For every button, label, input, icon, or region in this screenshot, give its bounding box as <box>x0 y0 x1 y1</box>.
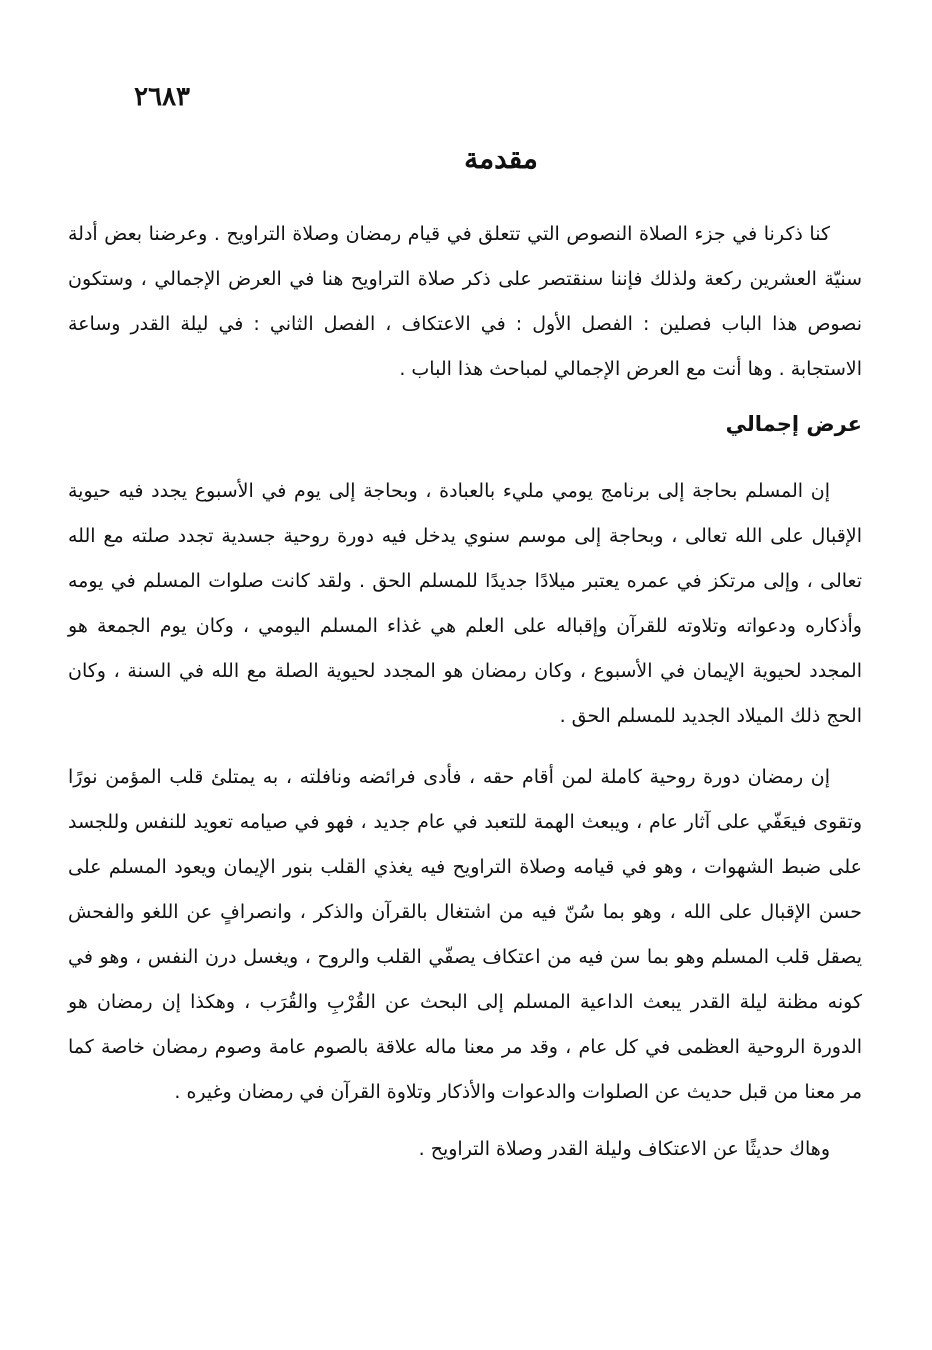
section-heading: عرض إجمالي <box>725 412 862 436</box>
closing-paragraph: وهاك حديثًا عن الاعتكاف وليلة القدر وصلاة التراويح . <box>418 1138 830 1160</box>
page-title: مقدمة <box>464 142 538 175</box>
page-number: ٢٦٨٣ <box>134 82 190 112</box>
intro-paragraph: كنا ذكرنا في جزء الصلاة النصوص التي تتعلق في قيام رمضان وصلاة التراويح . وعرضنا بعض أدلة سنيّة العشرين ركعة ولذلك فإننا سنقتصر على ذكر صلاة التراويح هنا في العرض الإجمالي ، وستكون نصوص هذا الباب فصلين : الفصل الأول : في الاعتكاف ، الفصل الثاني : في ليلة القدر وساعة الاستجابة . وها أنت مع العرض الإجمالي لمباحث هذا الباب . <box>68 223 862 380</box>
page-content <box>68 212 862 1172</box>
body-paragraph: إن المسلم بحاجة إلى برنامج يومي مليء بالعبادة ، وبحاجة إلى يوم في الأسبوع يجدد فيه حيوية الإقبال على الله تعالى ، وبحاجة إلى موسم سنوي يدخل فيه دورة روحية جسدية تجدد صلته مع الله تعالى ، وإلى مرتكز في عمره يعتبر ميلادًا جديدًا للمسلم الحق . ولقد كانت صلوات المسلم في يومه وأذكاره ودعواته وتلاوته للقرآن وإقباله على العلم هي غذاء المسلم اليومي ، وكان يوم الجمعة هو المجدد لحيوية الإيمان في الأسبوع ، وكان رمضان هو المجدد لحيوية الصلة مع الله في السنة ، وكان الحج ذلك الميلاد الجديد للمسلم الحق . <box>68 480 862 727</box>
body-paragraph: إن رمضان دورة روحية كاملة لمن أقام حقه ، فأدى فرائضه ونافلته ، به يمتلئ قلب المؤمن نورًا وتقوى فيعَفّي على آثار عام ، ويبعث الهمة للتعبد في عام جديد ، فهو في صيامه تعويد للنفس وللجسد على ضبط الشهوات ، وهو في قيامه وصلاة التراويح فيه يغذي القلب بنور الإيمان ويعود المسلم على حسن الإقبال على الله ، وهو بما سُنّ فيه من اشتغال بالقرآن والذكر ، وانصرافٍ عن اللغو والفحش يصقل قلب المسلم وهو بما سن فيه من اعتكاف يصفّي القلب والروح ، ويغسل درن النفس ، وهو في كونه مظنة ليلة القدر يبعث الداعية المسلم إلى البحث عن القُرْبِ والقُرَب ، وهكذا إن رمضان هو الدورة الروحية العظمى في كل عام ، وقد مر معنا ماله علاقة بالصوم عامة وصوم رمضان خاصة كما مر معنا من قبل حديث عن الصلوات والدعوات والأذكار وتلاوة القرآن في رمضان وغيره . <box>68 766 862 1103</box>
